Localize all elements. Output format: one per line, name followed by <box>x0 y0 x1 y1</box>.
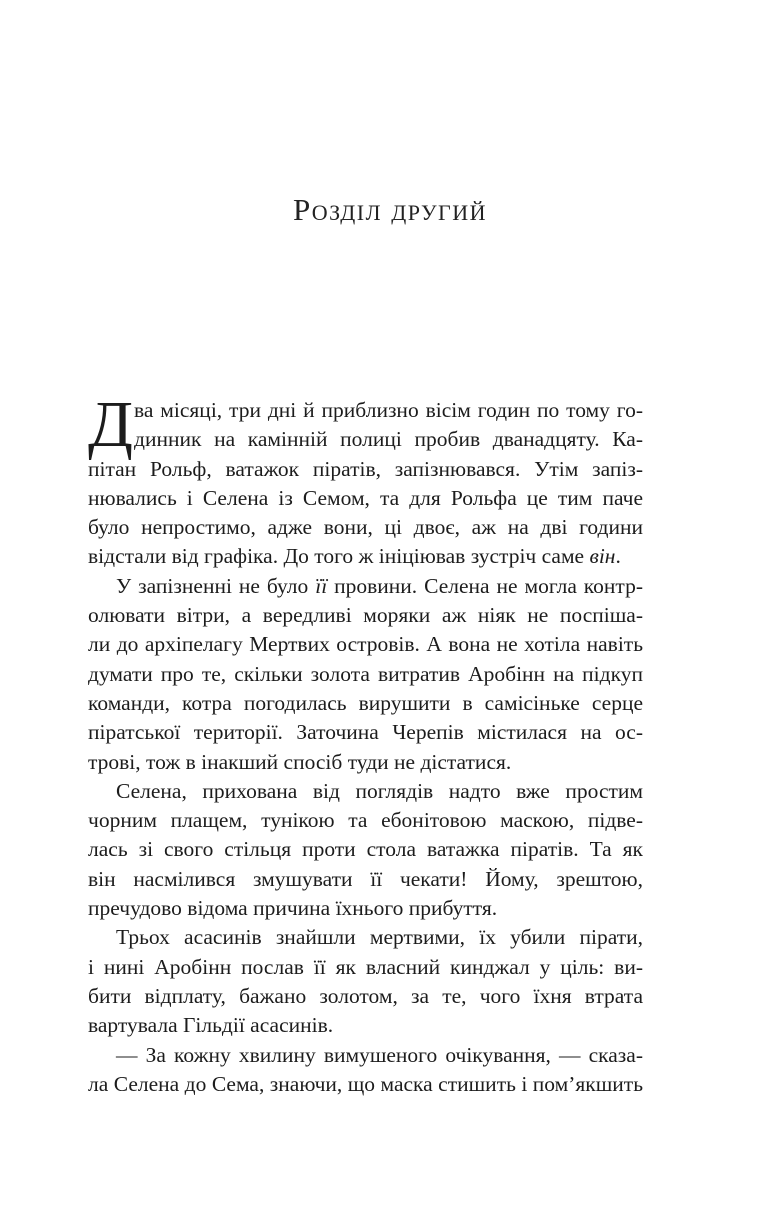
text-line-24: ла Селена до Сема, знаючи, що маска стишить і пом’якшить <box>88 1071 643 1096</box>
text-line-5: було непростимо, адже вони, ці двоє, аж на дві години <box>88 515 643 540</box>
text-line-7-start: У запізненні не було <box>116 573 316 598</box>
text-line-16: лась зі свого стільця проти стола ватажка піратів. Та як <box>88 837 643 862</box>
text-line-2: динник на камінній полиці пробив дванадцяту. Ка- <box>134 427 643 452</box>
text-line-17: він насмілився змушувати її чекати! Йому, зрештою, <box>88 866 643 891</box>
text-line-23: — За кожну хвилину вимушеного очікування, — сказа- <box>116 1042 643 1067</box>
text-line-11: команди, котра погодилась вирушити в самісіньке серце <box>88 690 643 715</box>
text-line-1: ва місяці, три дні й приблизно вісім годин по тому го- <box>134 398 643 422</box>
text-line-6 <box>88 542 643 571</box>
text-line-8: олювати вітри, а вередливі моряки аж ніяк не поспіша- <box>88 603 643 628</box>
text-line-20: і нині Аробінн послав її як власний кинджал у ціль: ви- <box>88 954 643 979</box>
text-line-7-end: провини. Селена не могла контр- <box>327 573 643 598</box>
text-line-14: Селена, прихована від поглядів надто вже простим <box>116 778 643 803</box>
text-line-15: чорним плащем, тунікою та ебонітовою маскою, підве- <box>88 808 643 833</box>
text-line-12: піратської території. Заточина Черепів містилася на ос- <box>88 720 643 745</box>
text-line-22: вартувала Гільдії асасинів. <box>88 1013 334 1038</box>
text-line-3: пітан Рольф, ватажок піратів, запізнювався. Утім запіз- <box>88 456 643 481</box>
text-line-21: бити відплату, бажано золотом, за те, чого їхня втрата <box>88 983 643 1008</box>
text-line-13: трові, тож в інакший спосіб туди не дістатися. <box>88 749 512 774</box>
text-line-6-end: . <box>615 544 621 569</box>
emphasis-vin: він <box>589 544 616 569</box>
text-line-18: пречудово відома причина їхнього прибуття. <box>88 896 498 921</box>
text-line-7 <box>88 572 643 601</box>
chapter-title: Розділ другий <box>292 192 488 227</box>
text-line-10: думати про те, скільки золота витратив Аробінн на підкуп <box>88 661 643 686</box>
text-line-4: нювались і Селена із Семом, та для Рольфа це тим паче <box>88 485 643 510</box>
chapter-body <box>88 388 643 1099</box>
text-line-9: ли до архіпелагу Мертвих островів. А вона не хотіла навіть <box>88 632 643 657</box>
text-line-6-main: відстали від графіка. До того ж ініціював зустріч саме <box>88 544 590 569</box>
drop-cap: Д <box>88 388 134 461</box>
text-line-19: Трьох асасинів знайшли мертвими, їх убили пірати, <box>116 925 643 950</box>
emphasis-yiyi: її <box>315 573 328 598</box>
